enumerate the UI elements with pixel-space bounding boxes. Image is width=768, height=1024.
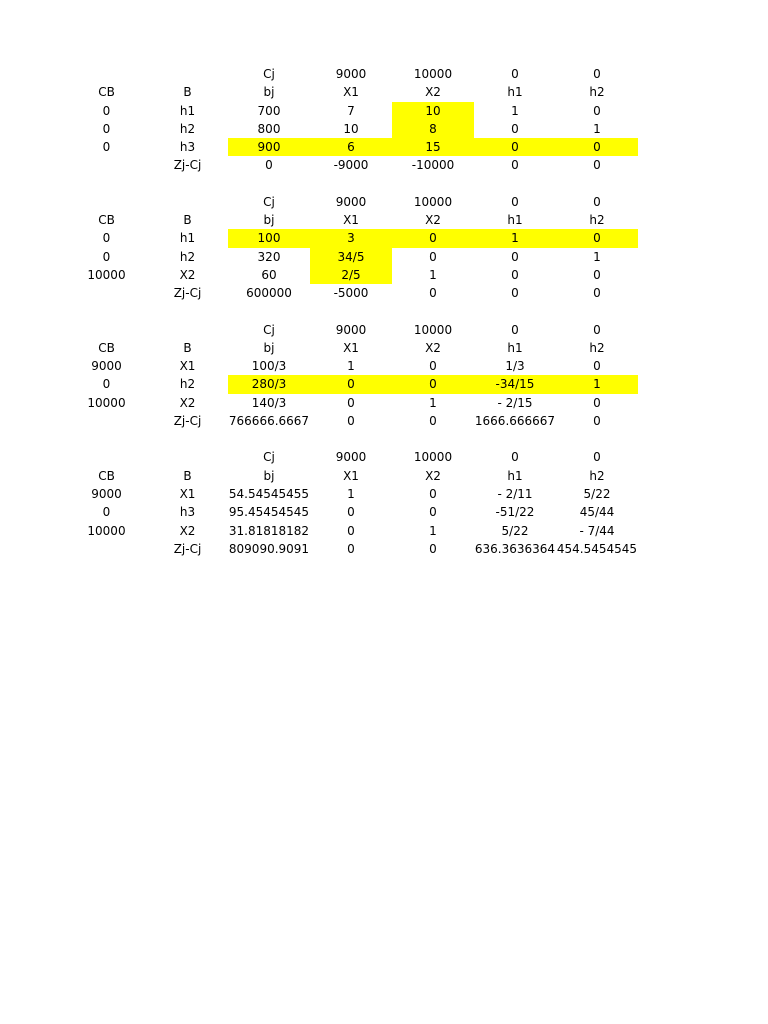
cell[interactable]: h1 bbox=[179, 103, 196, 118]
cell[interactable]: bj bbox=[263, 468, 275, 483]
cell[interactable]: 0 bbox=[511, 267, 519, 282]
cell[interactable]: 0 bbox=[102, 249, 111, 264]
highlighted-cell[interactable]: 900 bbox=[228, 138, 310, 156]
cell[interactable]: X2 bbox=[425, 85, 441, 100]
cell[interactable]: 0 bbox=[593, 286, 601, 301]
table-row bbox=[66, 248, 638, 266]
cell[interactable]: 600000 bbox=[246, 286, 292, 301]
cell[interactable]: Zj-Cj bbox=[173, 286, 202, 301]
cell[interactable]: 10000 bbox=[87, 523, 126, 538]
cell[interactable]: 454.5454545 bbox=[556, 541, 638, 556]
cell[interactable]: 9000 bbox=[335, 322, 367, 337]
table-row bbox=[66, 375, 638, 393]
zj-cj-row bbox=[66, 156, 638, 174]
cell[interactable]: 0 bbox=[593, 322, 601, 337]
cell[interactable]: h2 bbox=[179, 377, 196, 392]
cell[interactable]: 1 bbox=[593, 249, 601, 264]
highlighted-cell[interactable]: 15 bbox=[392, 138, 474, 156]
cell[interactable]: 0 bbox=[511, 67, 519, 81]
cell[interactable]: X1 bbox=[343, 340, 359, 355]
table-row bbox=[66, 120, 638, 138]
cell[interactable]: 0 bbox=[511, 121, 519, 136]
cell[interactable]: 0 bbox=[593, 103, 601, 118]
cell[interactable]: - 2/15 bbox=[497, 395, 533, 410]
cell[interactable]: Cj bbox=[263, 450, 275, 465]
highlighted-cell[interactable]: 0 bbox=[556, 229, 638, 247]
cell[interactable] bbox=[147, 65, 228, 83]
cell[interactable]: X2 bbox=[179, 267, 196, 282]
cell[interactable]: - 7/44 bbox=[579, 523, 615, 538]
highlighted-cell[interactable]: 3 bbox=[310, 229, 392, 247]
cell[interactable]: X1 bbox=[343, 213, 359, 228]
highlighted-cell[interactable]: -34/15 bbox=[474, 375, 556, 393]
cell[interactable]: h1 bbox=[507, 468, 523, 483]
cell[interactable]: 700 bbox=[257, 103, 281, 118]
highlighted-cell[interactable]: 100 bbox=[228, 229, 310, 247]
cell[interactable]: 1 bbox=[511, 103, 519, 118]
cell[interactable]: 800 bbox=[257, 121, 281, 136]
cell[interactable]: 0 bbox=[593, 194, 601, 209]
cell[interactable]: B bbox=[183, 85, 192, 100]
cell[interactable]: 1/3 bbox=[505, 359, 525, 374]
cell[interactable] bbox=[66, 540, 147, 558]
cell[interactable]: X1 bbox=[179, 359, 196, 374]
cell[interactable]: h2 bbox=[179, 121, 196, 136]
cell[interactable]: 0 bbox=[347, 523, 355, 538]
cell[interactable]: 0 bbox=[593, 395, 601, 410]
cell[interactable]: 0 bbox=[102, 377, 111, 392]
highlighted-cell[interactable]: 6 bbox=[310, 138, 392, 156]
cell[interactable]: B bbox=[183, 213, 192, 228]
cell[interactable]: h2 bbox=[589, 468, 605, 483]
cell[interactable]: h2 bbox=[589, 340, 605, 355]
cell[interactable]: bj bbox=[263, 213, 275, 228]
cell[interactable]: 0 bbox=[429, 286, 437, 301]
cell[interactable]: Zj-Cj bbox=[173, 158, 202, 173]
simplex-tableau-1 bbox=[66, 65, 638, 175]
cell[interactable]: Zj-Cj bbox=[173, 541, 202, 556]
cj-row bbox=[66, 321, 638, 339]
zj-cj-row bbox=[66, 284, 638, 302]
cell[interactable]: -5000 bbox=[333, 286, 369, 301]
table-row bbox=[66, 357, 638, 375]
cell[interactable]: X1 bbox=[343, 85, 359, 100]
cell[interactable]: h2 bbox=[179, 249, 196, 264]
zj-cj-row bbox=[66, 540, 638, 558]
cell[interactable]: bj bbox=[263, 85, 275, 100]
cell[interactable]: 1 bbox=[429, 395, 437, 410]
cell[interactable]: h1 bbox=[179, 231, 196, 246]
cell[interactable]: 10000 bbox=[87, 395, 126, 410]
cell[interactable]: h2 bbox=[589, 85, 605, 100]
highlighted-cell[interactable]: 2/5 bbox=[310, 266, 392, 284]
table-row bbox=[66, 102, 638, 120]
cell[interactable]: 0 bbox=[593, 67, 601, 81]
cell[interactable]: 0 bbox=[102, 103, 111, 118]
cell[interactable]: 10000 bbox=[413, 67, 453, 81]
cell[interactable]: 0 bbox=[593, 414, 601, 429]
cj-row bbox=[66, 193, 638, 211]
cell[interactable]: 0 bbox=[102, 505, 111, 520]
cell[interactable]: h1 bbox=[507, 85, 523, 100]
cell[interactable]: 809090.9091 bbox=[228, 541, 310, 556]
cell[interactable]: 1 bbox=[429, 267, 437, 282]
cell[interactable] bbox=[147, 193, 228, 211]
cell[interactable]: 0 bbox=[429, 505, 437, 520]
cell[interactable] bbox=[66, 448, 147, 466]
highlighted-cell[interactable]: 1 bbox=[556, 375, 638, 393]
cell[interactable]: 140/3 bbox=[251, 395, 287, 410]
cell[interactable]: 0 bbox=[593, 158, 601, 173]
cell[interactable]: X2 bbox=[425, 340, 441, 355]
cell[interactable]: 10000 bbox=[413, 322, 453, 337]
cj-row bbox=[66, 448, 638, 466]
cell[interactable]: X2 bbox=[425, 468, 441, 483]
highlighted-cell[interactable]: 1 bbox=[474, 229, 556, 247]
cell[interactable]: X1 bbox=[179, 486, 196, 501]
cell[interactable]: 0 bbox=[347, 505, 355, 520]
simplex-tableau-3 bbox=[66, 321, 638, 431]
cell[interactable]: 0 bbox=[347, 395, 355, 410]
cell[interactable]: 9000 bbox=[335, 194, 367, 209]
header-row bbox=[66, 339, 638, 357]
highlighted-cell[interactable]: 0 bbox=[474, 138, 556, 156]
cell[interactable] bbox=[147, 321, 228, 339]
cell[interactable]: 10000 bbox=[87, 267, 126, 282]
cell[interactable]: 0 bbox=[511, 249, 519, 264]
highlighted-cell[interactable]: 0 bbox=[556, 138, 638, 156]
cell[interactable]: 9000 bbox=[335, 67, 367, 81]
cell[interactable]: 0 bbox=[511, 450, 519, 465]
cell[interactable]: 0 bbox=[511, 158, 519, 173]
cell[interactable]: 54.54545455 bbox=[228, 486, 310, 501]
cell[interactable]: Cj bbox=[263, 322, 275, 337]
cell[interactable]: 1 bbox=[347, 359, 355, 374]
cell[interactable]: X2 bbox=[179, 395, 196, 410]
highlighted-cell[interactable]: 0 bbox=[310, 375, 392, 393]
cell[interactable]: CB bbox=[98, 340, 115, 355]
cell[interactable]: h2 bbox=[589, 213, 605, 228]
cell[interactable]: 0 bbox=[429, 414, 437, 429]
header-row bbox=[66, 467, 638, 485]
cell[interactable]: 0 bbox=[102, 231, 111, 246]
cell[interactable]: B bbox=[183, 468, 192, 483]
cell[interactable]: 0 bbox=[593, 359, 601, 374]
table-row bbox=[66, 503, 638, 521]
cell[interactable]: 0 bbox=[593, 450, 601, 465]
cell[interactable]: X2 bbox=[179, 523, 196, 538]
cell[interactable]: 0 bbox=[102, 140, 111, 155]
cell[interactable]: CB bbox=[98, 468, 115, 483]
cell[interactable]: 0 bbox=[429, 541, 437, 556]
highlighted-cell[interactable]: 8 bbox=[392, 120, 474, 138]
table-row bbox=[66, 522, 638, 540]
highlighted-cell[interactable]: 0 bbox=[392, 375, 474, 393]
cell[interactable] bbox=[66, 65, 147, 83]
cell[interactable]: 0 bbox=[429, 249, 437, 264]
table-row bbox=[66, 229, 638, 247]
cell[interactable] bbox=[66, 193, 147, 211]
cell[interactable]: Zj-Cj bbox=[173, 414, 202, 429]
cell[interactable]: 320 bbox=[257, 249, 281, 264]
cell[interactable]: -51/22 bbox=[495, 505, 535, 520]
simplex-tableau-2 bbox=[66, 193, 638, 303]
cell[interactable]: 9000 bbox=[335, 450, 367, 465]
cell[interactable]: 5/22 bbox=[583, 486, 611, 501]
cell[interactable]: 1 bbox=[429, 523, 437, 538]
cell[interactable]: 0 bbox=[429, 486, 437, 501]
highlighted-cell[interactable]: 34/5 bbox=[310, 248, 392, 266]
cell[interactable]: Cj bbox=[263, 67, 275, 81]
cell[interactable]: 0 bbox=[511, 194, 519, 209]
cell[interactable]: 10000 bbox=[413, 450, 453, 465]
cell[interactable]: - 2/11 bbox=[497, 486, 533, 501]
cell[interactable] bbox=[147, 448, 228, 466]
header-row bbox=[66, 83, 638, 101]
cell[interactable]: 9000 bbox=[91, 359, 122, 374]
cell[interactable]: B bbox=[183, 340, 192, 355]
cell[interactable]: 1 bbox=[347, 486, 355, 501]
cell[interactable]: 0 bbox=[265, 158, 273, 173]
cell[interactable]: 1 bbox=[593, 121, 601, 136]
cell[interactable]: 31.81818182 bbox=[228, 523, 310, 538]
cell[interactable]: 766666.6667 bbox=[228, 414, 310, 429]
table-row bbox=[66, 394, 638, 412]
cell[interactable]: 636.3636364 bbox=[474, 541, 556, 556]
zj-cj-row bbox=[66, 412, 638, 430]
cell[interactable]: X2 bbox=[425, 213, 441, 228]
cell[interactable]: 45/44 bbox=[579, 505, 615, 520]
simplex-tableau-4 bbox=[66, 448, 638, 558]
cell[interactable]: 60 bbox=[261, 267, 277, 282]
cell[interactable]: 1666.666667 bbox=[474, 414, 556, 429]
cell[interactable]: 0 bbox=[511, 322, 519, 337]
header-row bbox=[66, 211, 638, 229]
cell[interactable]: 0 bbox=[347, 541, 355, 556]
highlighted-cell[interactable]: 10 bbox=[392, 102, 474, 120]
cell[interactable]: 0 bbox=[593, 267, 601, 282]
cell[interactable]: 100/3 bbox=[251, 359, 287, 374]
highlighted-cell[interactable]: 0 bbox=[392, 229, 474, 247]
cell[interactable]: 0 bbox=[347, 414, 355, 429]
cell[interactable] bbox=[66, 321, 147, 339]
cell[interactable]: 0 bbox=[102, 121, 111, 136]
cell[interactable]: X1 bbox=[343, 468, 359, 483]
cell[interactable]: 7 bbox=[347, 103, 355, 118]
cell[interactable]: 5/22 bbox=[501, 523, 529, 538]
cell[interactable]: Cj bbox=[263, 194, 275, 209]
cell[interactable]: h3 bbox=[179, 140, 196, 155]
cell[interactable]: -9000 bbox=[333, 158, 369, 173]
table-row bbox=[66, 138, 638, 156]
highlighted-cell[interactable]: 280/3 bbox=[228, 375, 310, 393]
cell[interactable]: bj bbox=[263, 340, 275, 355]
spreadsheet-sheet bbox=[66, 65, 638, 558]
table-row bbox=[66, 485, 638, 503]
cell[interactable]: 9000 bbox=[91, 486, 122, 501]
cj-row bbox=[66, 65, 638, 83]
cell[interactable] bbox=[66, 412, 147, 430]
cell[interactable]: -10000 bbox=[411, 158, 455, 173]
cell[interactable] bbox=[66, 156, 147, 174]
cell[interactable]: 95.45454545 bbox=[228, 505, 310, 520]
cell[interactable]: CB bbox=[98, 85, 115, 100]
cell[interactable]: 0 bbox=[429, 359, 437, 374]
cell[interactable]: 10000 bbox=[413, 194, 453, 209]
cell[interactable]: 0 bbox=[511, 286, 519, 301]
table-row bbox=[66, 266, 638, 284]
cell[interactable]: h3 bbox=[179, 505, 196, 520]
cell[interactable]: h1 bbox=[507, 340, 523, 355]
cell[interactable]: h1 bbox=[507, 213, 523, 228]
cell[interactable]: CB bbox=[98, 213, 115, 228]
cell[interactable]: 10 bbox=[343, 121, 359, 136]
cell[interactable] bbox=[66, 284, 147, 302]
